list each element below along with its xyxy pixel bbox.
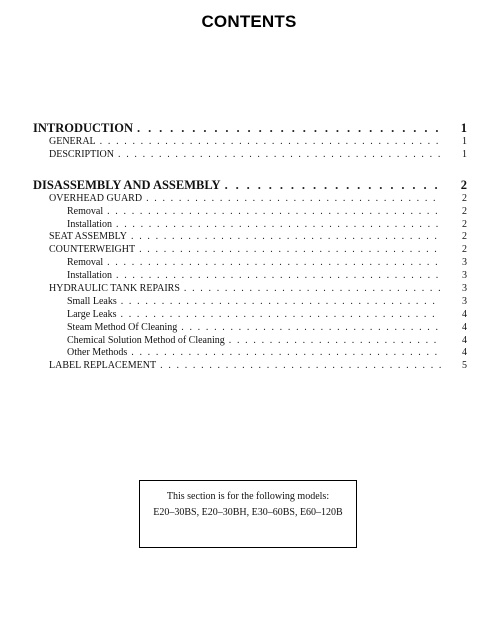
- dot-leader: [139, 244, 441, 257]
- toc-entry-label: Removal: [67, 257, 104, 269]
- toc-section: [33, 120, 467, 162]
- toc-page-number: 2: [462, 218, 467, 230]
- toc-section-heading: [33, 177, 467, 193]
- toc-entry-label: Other Methods: [67, 347, 128, 359]
- toc-entry-label: Steam Method Of Cleaning: [67, 321, 178, 333]
- toc-entry-label: Installation: [67, 270, 112, 282]
- dot-leader: [131, 347, 441, 360]
- dot-leader: [116, 219, 441, 232]
- toc-page-number: 3: [462, 283, 467, 295]
- toc-entry-label: Installation: [67, 218, 112, 230]
- toc-section-heading: [33, 120, 467, 136]
- dot-leader: [160, 360, 441, 373]
- dot-leader: [121, 296, 441, 309]
- toc-page-number: 4: [462, 321, 467, 333]
- toc-page-number: 2: [462, 205, 467, 217]
- toc-entry: [33, 206, 467, 219]
- toc-entry-label: DISASSEMBLY AND ASSEMBLY: [33, 177, 221, 192]
- toc-page-number: 4: [462, 308, 467, 320]
- toc-page-number: 3: [462, 295, 467, 307]
- dot-leader: [107, 257, 441, 270]
- toc-entry: [33, 309, 467, 322]
- dot-leader: [116, 270, 441, 283]
- toc-entry-label: Small Leaks: [67, 295, 117, 307]
- dot-leader: [137, 120, 441, 136]
- toc-page-number: 3: [462, 270, 467, 282]
- toc-entry: [33, 283, 467, 296]
- toc-entry-label: HYDRAULIC TANK REPAIRS: [49, 283, 180, 295]
- toc-entry: [33, 270, 467, 283]
- toc-entry-label: DESCRIPTION: [49, 148, 115, 160]
- toc-entry-label: GENERAL: [49, 136, 96, 147]
- toc-page-number: 3: [462, 257, 467, 269]
- toc-page-number: 1: [462, 148, 467, 160]
- toc-entry-label: COUNTERWEIGHT: [49, 244, 136, 256]
- dot-leader: [131, 231, 441, 244]
- toc-entry-label: Removal: [67, 205, 104, 217]
- toc-entry: [33, 347, 467, 360]
- dot-leader: [181, 322, 441, 335]
- toc-entry: [33, 257, 467, 270]
- toc-entry: [33, 360, 467, 373]
- toc-entry-label: Large Leaks: [67, 308, 117, 320]
- toc-entry-label: Chemical Solution Method of Cleaning: [67, 334, 225, 346]
- toc-page-number: 4: [462, 347, 467, 359]
- toc-entry: [33, 193, 467, 206]
- models-notice-line-2: E20–30BS, E20–30BH, E30–60BS, E60–120B: [153, 507, 343, 518]
- models-notice-line-1: This section is for the following models:: [166, 491, 330, 502]
- toc-section: [33, 177, 467, 373]
- toc-page-number: 2: [462, 244, 467, 256]
- toc-entry: [33, 244, 467, 257]
- table-of-contents: [33, 120, 467, 388]
- toc-page-number: 5: [462, 360, 467, 372]
- toc-page-number: 2: [460, 177, 467, 192]
- dot-leader: [225, 177, 441, 193]
- toc-page-number: 2: [462, 192, 467, 204]
- dot-leader: [107, 206, 441, 219]
- toc-entry: [33, 335, 467, 348]
- toc-entry: [33, 296, 467, 309]
- toc-page-number: 1: [462, 136, 467, 147]
- toc-entry: [33, 231, 467, 244]
- dot-leader: [229, 335, 441, 348]
- toc-entry: [33, 149, 467, 162]
- toc-entry-label: INTRODUCTION: [33, 121, 134, 135]
- toc-page-number: 2: [462, 231, 467, 243]
- dot-leader: [100, 136, 441, 149]
- toc-entry-label: SEAT ASSEMBLY: [49, 231, 128, 243]
- dot-leader: [146, 193, 441, 206]
- toc-entry: [33, 136, 467, 149]
- toc-entry: [33, 322, 467, 335]
- toc-entry-label: OVERHEAD GUARD: [49, 192, 143, 204]
- toc-entry: [33, 219, 467, 232]
- toc-entry-label: LABEL REPLACEMENT: [49, 360, 157, 372]
- models-notice-box: [139, 480, 357, 548]
- toc-page-number: 1: [460, 121, 467, 135]
- dot-leader: [118, 149, 441, 162]
- page-title: CONTENTS: [201, 12, 297, 31]
- toc-page-number: 4: [462, 334, 467, 346]
- dot-leader: [121, 309, 441, 322]
- dot-leader: [184, 283, 441, 296]
